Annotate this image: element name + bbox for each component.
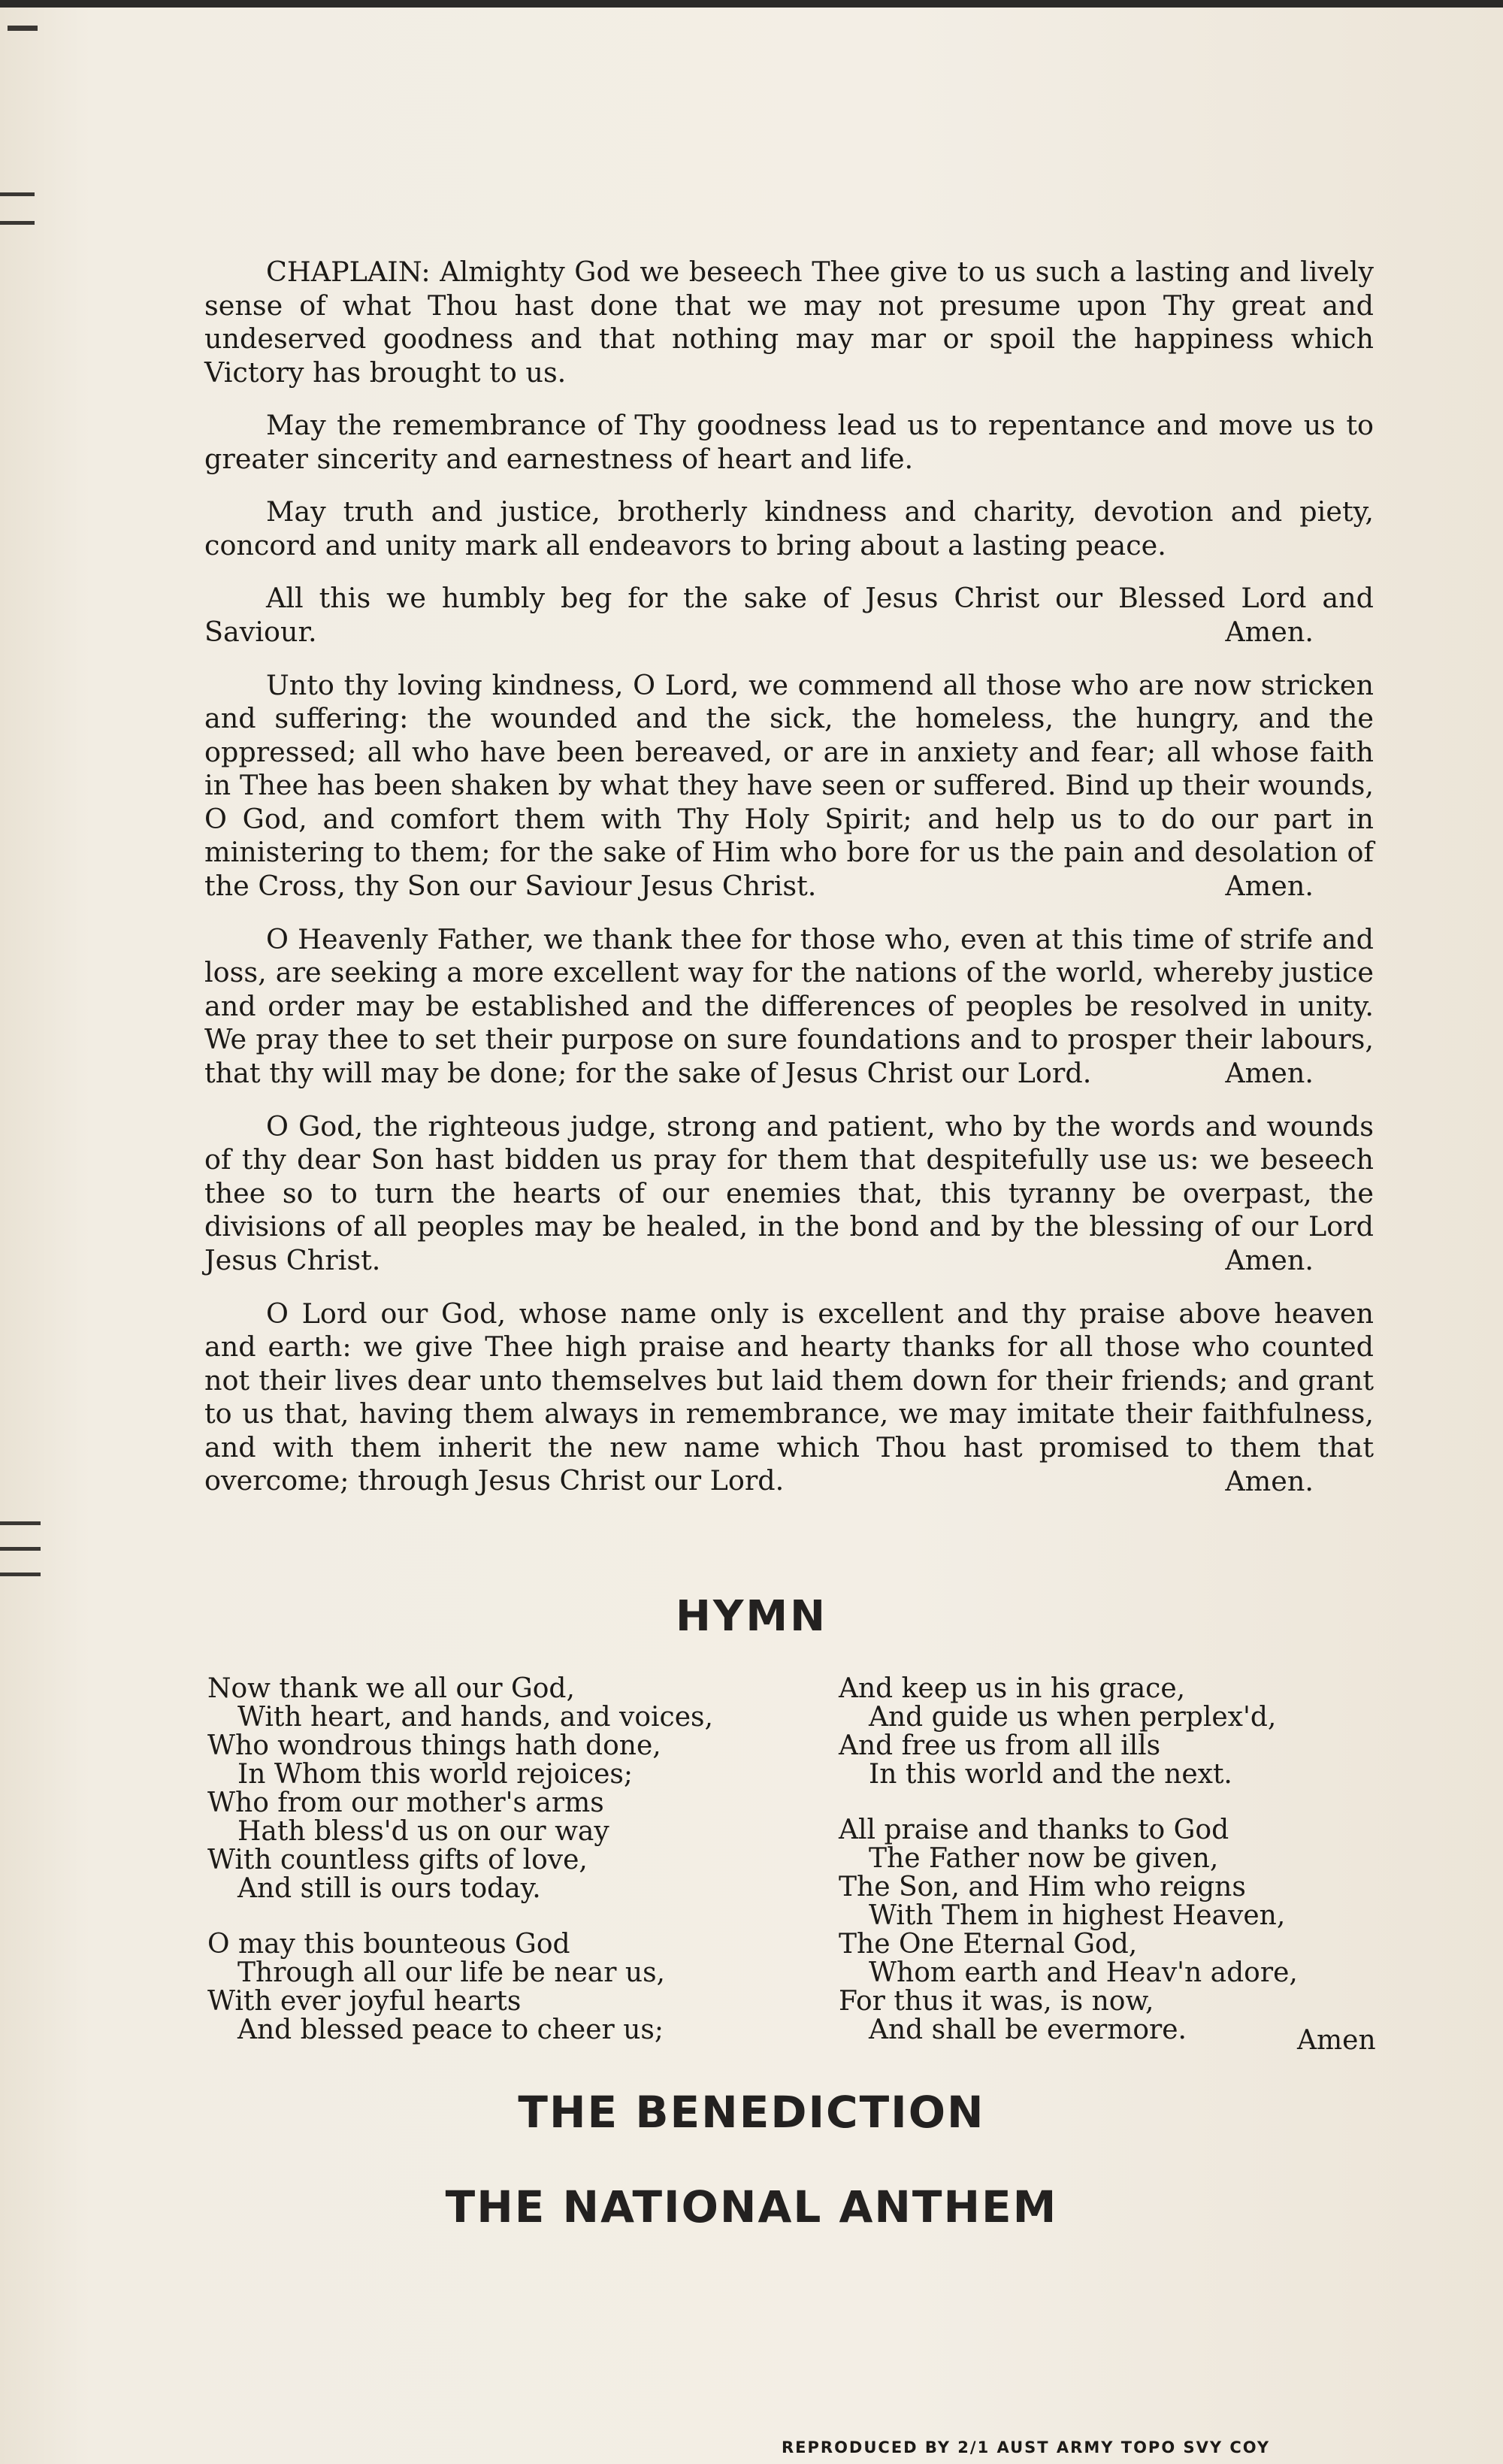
hymn-line: Now thank we all our God,	[207, 1673, 575, 1704]
prayer-amen: Amen.	[1225, 616, 1314, 648]
hymn-line: Hath bless'd us on our way	[237, 1816, 609, 1847]
hymn-line: With heart, and hands, and voices,	[237, 1702, 713, 1733]
hymn-line: With Them in highest Heaven,	[869, 1900, 1286, 1931]
prayer-amen: Amen.	[1225, 870, 1314, 902]
prayer-paragraph	[204, 495, 1374, 562]
prayer-amen: Amen.	[1225, 1057, 1314, 1089]
hymn-line: In Whom this world rejoices;	[237, 1759, 634, 1790]
hymn-line: With countless gifts of love,	[207, 1845, 588, 1875]
prayer-text: O Lord our God, whose name only is excellent and thy praise above heaven and earth: we give Thee high praise and hearty thanks for all those who counted not their lives dear unto themselves but laid them down for their friends; and grant to us that, having them always in remembrance, we may imitate their faithfulness, and with them inherit the new name which Thou hast promised to them that overcome; through Jesus Christ our Lord.	[204, 1297, 1374, 1497]
prayer-text: O Heavenly Father, we thank thee for those who, even at this time of strife and loss, are seeking a more excellent way for the nations of the world, whereby justice and order may be established and the differences of peoples be resolved in unity. We pray thee to set their purpose on sure foundations and to prosper their labours, that thy will may be done; for the sake of Jesus Christ our Lord.	[204, 922, 1374, 1089]
margin-mark	[0, 221, 35, 225]
prayer-amen: Amen.	[1225, 1244, 1314, 1276]
benediction-heading: THE BENEDICTION	[518, 2087, 985, 2138]
prayer-paragraph	[204, 1110, 1374, 1278]
prayer-paragraph	[204, 256, 1374, 389]
hymn-stanza	[839, 1675, 1410, 1789]
hymn-line: And blessed peace to cheer us;	[237, 2014, 664, 2045]
hymn-line: In this world and the next.	[869, 1759, 1232, 1790]
hymn-line: All praise and thanks to God	[839, 1815, 1229, 1845]
prayer-paragraph	[204, 582, 1374, 649]
national-anthem-heading: THE NATIONAL ANTHEM	[445, 2181, 1058, 2232]
prayer-text: May truth and justice, brotherly kindness and charity, devotion and piety, concord and unity mark all endeavors to bring about a lasting peace.	[204, 495, 1374, 562]
hymn-left-column	[207, 1675, 779, 2072]
margin-mark	[0, 1573, 41, 1576]
margin-mark	[0, 1547, 41, 1551]
hymn-line: And guide us when perplex'd,	[869, 1702, 1277, 1733]
hymn-line: Through all our life be near us,	[237, 1957, 665, 1988]
hymn-line: The Son, and Him who reigns	[839, 1872, 1246, 1902]
prayer-text: CHAPLAIN: Almighty God we beseech Thee give to us such a lasting and lively sense of what Thou hast done that we may not presume upon Thy great and undeserved goodness and that nothing may mar or spoil the happiness which Victory has brought to us.	[204, 256, 1374, 389]
hymn-line: O may this bounteous God	[207, 1929, 570, 1960]
hymn-stanza	[207, 1675, 779, 1903]
hymn-stanza	[207, 1930, 779, 2045]
page-top-edge	[0, 0, 1503, 8]
hymn-line: Who wondrous things hath done,	[207, 1730, 661, 1761]
prayer-paragraph	[204, 1297, 1374, 1499]
hymn-stanza	[839, 1816, 1410, 2045]
hymn-line: With ever joyful hearts	[207, 1986, 522, 2017]
margin-mark	[8, 26, 38, 31]
hymn-line: And shall be evermore.	[869, 2014, 1187, 2045]
hymn-line: And keep us in his grace,	[839, 1673, 1186, 1704]
prayer-text: All this we humbly beg for the sake of Jesus Christ our Blessed Lord and Saviour.	[204, 582, 1374, 648]
prayer-text: May the remembrance of Thy goodness lead us to repentance and move us to greater sincerity and earnestness of heart and life.	[204, 409, 1374, 475]
hymn-heading: HYMN	[675, 1592, 827, 1641]
margin-mark	[0, 192, 35, 196]
reproduction-credit: REPRODUCED BY 2/1 AUST ARMY TOPO SVY COY	[782, 2438, 1271, 2456]
prayer-text: O God, the righteous judge, strong and patient, who by the words and wounds of thy dear Son hast bidden us pray for them that despitefully use us: we beseech thee so to turn the hearts of our enemies that, this tyranny be overpast, the divisions of all peoples may be healed, in the bond and by the blessing of our Lord Jesus Christ.	[204, 1109, 1374, 1276]
hymn-line: And free us from all ills	[839, 1730, 1161, 1761]
prayer-paragraph	[204, 409, 1374, 476]
prayer-amen: Amen.	[1225, 1464, 1314, 1497]
margin-mark	[0, 1521, 41, 1525]
hymn-line: For thus it was, is now,	[839, 1986, 1154, 2017]
hymn-line: Who from our mother's arms	[207, 1787, 604, 1818]
prayer-section	[204, 256, 1374, 1518]
hymn-amen: Amen	[1297, 2025, 1376, 2056]
hymn-right-column	[839, 1675, 1410, 2072]
hymn-line: The One Eternal God,	[839, 1929, 1138, 1960]
prayer-paragraph	[204, 669, 1374, 904]
prayer-paragraph	[204, 923, 1374, 1091]
hymn-line: And still is ours today.	[237, 1873, 541, 1904]
prayer-text: Unto thy loving kindness, O Lord, we commend all those who are now stricken and suffering: the wounded and the sick, the homeless, the hungry, and the oppressed; all who have been bereaved, or are in anxiety and fear; all whose faith in Thee has been shaken by what they have seen or suffered. Bind up their wounds, O God, and comfort them with Thy Holy Spirit; and help us to do our part in ministering to them; for the sake of Him who bore for us the pain and desolation of the Cross, thy Son our Saviour Jesus Christ.	[204, 668, 1374, 902]
hymn-line: Whom earth and Heav'n adore,	[869, 1957, 1298, 1988]
hymn-line: The Father now be given,	[869, 1843, 1219, 1874]
